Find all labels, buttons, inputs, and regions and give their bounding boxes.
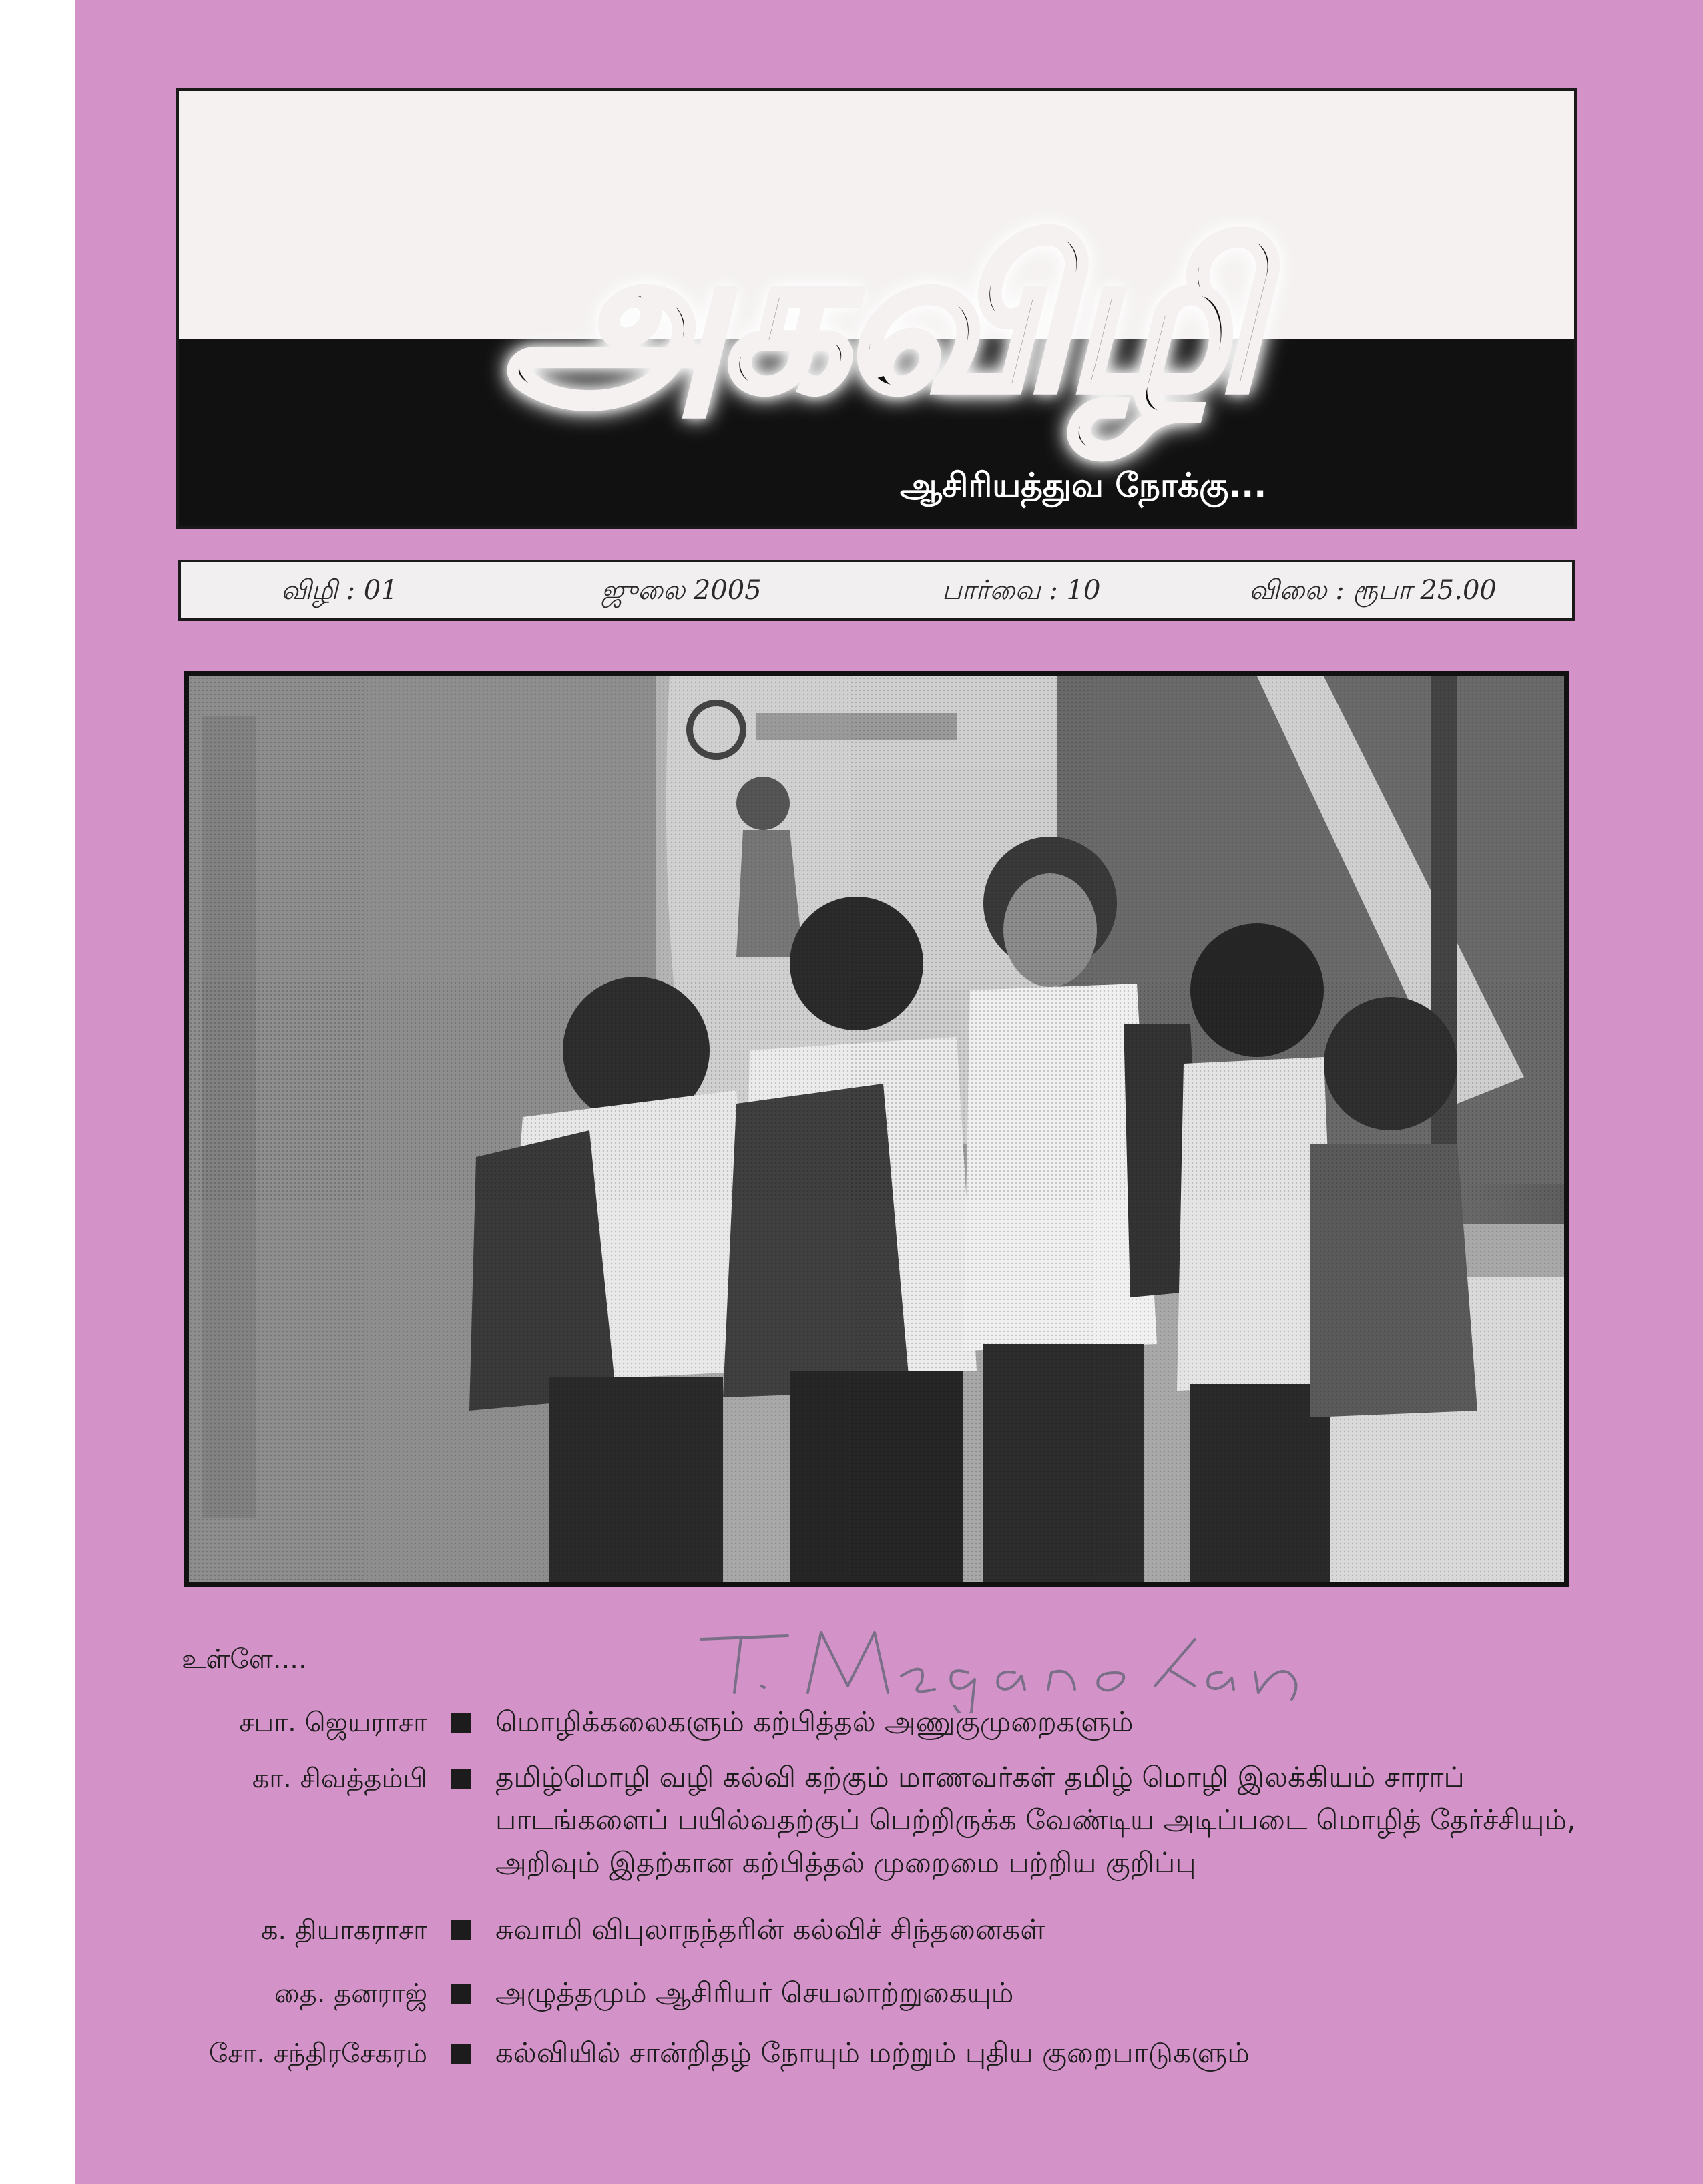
issue-date: ஜுலை 2005 xyxy=(601,575,762,606)
toc-title: சுவாமி விபுலாநந்தரின் கல்விச் சிந்தனைகள் xyxy=(495,1913,1046,1946)
issue-number: பார்வை : 10 xyxy=(942,575,1101,606)
handwritten-signature xyxy=(688,1619,1328,1713)
masthead xyxy=(176,88,1577,529)
issue-price: விலை : ரூபா 25.00 xyxy=(1249,575,1497,606)
toc-title: மொழிக்கலைகளும் கற்பித்தல் அணுகுமுறைகளும் xyxy=(495,1705,1134,1738)
photo-schoolchildren-image xyxy=(189,676,1564,1582)
toc-author: சோ. சந்திரசேகரம் xyxy=(208,2038,427,2069)
bullet-square-icon xyxy=(451,1920,471,1940)
toc-author: க. தியாகராசா xyxy=(260,1915,427,1946)
toc-title: கல்வியில் சான்றிதழ் நோயும் மற்றும் புதிய குறைபாடுகளும் xyxy=(495,2036,1250,2069)
magazine-title: அகவிழி xyxy=(503,200,1257,436)
toc-title: அழுத்தமும் ஆசிரியர் செயலாற்றுகையும் xyxy=(495,1976,1014,2009)
toc-author: கா. சிவத்தம்பி xyxy=(252,1763,427,1794)
toc-author: சபா. ஜெயராசா xyxy=(239,1707,427,1738)
bullet-square-icon xyxy=(451,2044,471,2064)
bullet-square-icon xyxy=(451,1769,471,1789)
cover-photo xyxy=(184,671,1569,1587)
bullet-square-icon xyxy=(451,1713,471,1733)
bullet-square-icon xyxy=(451,1984,471,2004)
toc-author: தை. தனராஜ் xyxy=(274,1978,427,2009)
issue-volume: விழி : 01 xyxy=(281,575,398,606)
issue-info-bar xyxy=(178,560,1575,621)
contents-heading: உள்ளே.... xyxy=(182,1644,307,1675)
toc-title: தமிழ்மொழி வழி கல்வி கற்கும் மாணவர்கள் தமிழ் மொழி இலக்கியம் சாராப் பாடங்களைப் பயில்வதற்குப் பெற்றிருக்க வேண்டிய அடிப்படை மொழித் தேர்ச்சியும், அறிவும் இதற்கான கற்பித்தல் முறைமை பற்றிய குறிப்பு xyxy=(495,1761,1576,1879)
scan-margin xyxy=(0,0,75,2184)
magazine-tagline: ஆசிரியத்துவ நோக்கு... xyxy=(900,466,1267,505)
